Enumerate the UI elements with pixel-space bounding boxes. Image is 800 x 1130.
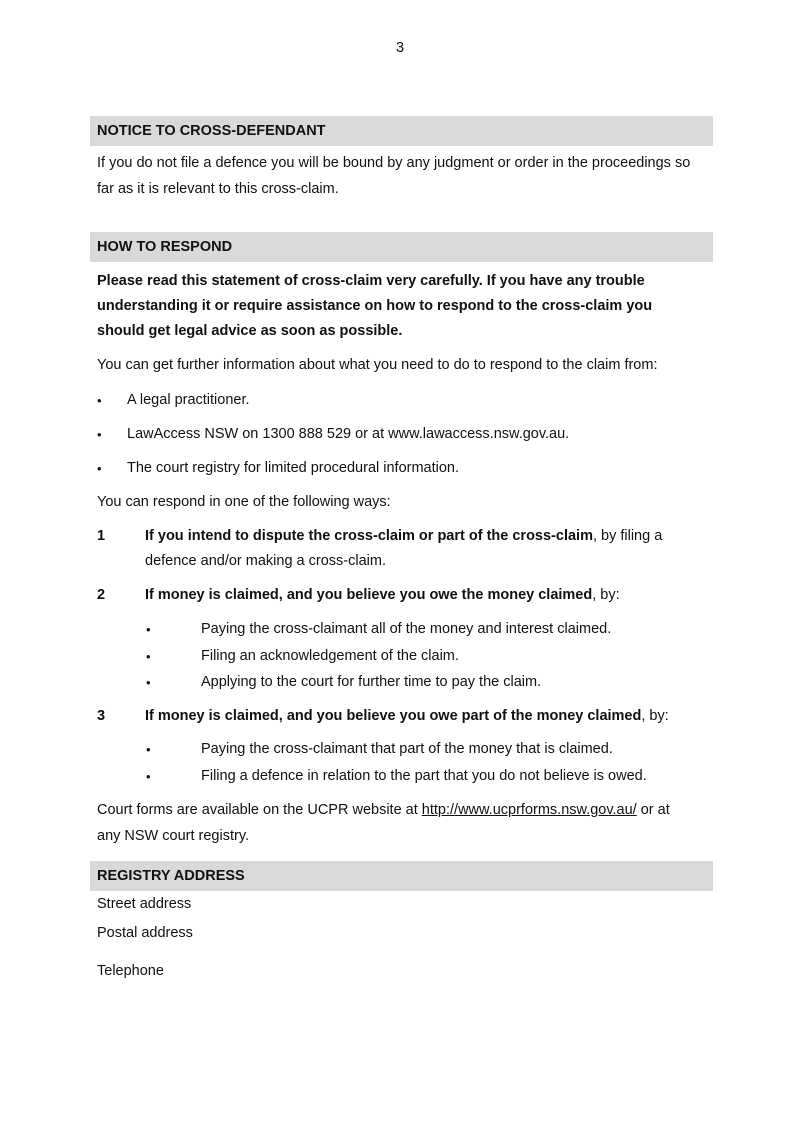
warning-line-1: Please read this statement of cross-claim very carefully. If you have any trouble	[97, 273, 645, 289]
source-item: A legal practitioner.	[127, 392, 250, 408]
street-address-label: Street address	[97, 896, 192, 912]
option-2-item: Applying to the court for further time to pay the claim.	[201, 674, 542, 690]
bullet-dot: •	[97, 393, 102, 408]
option-1-line-1	[145, 528, 662, 544]
bullet-dot: •	[97, 427, 102, 442]
page-number: 3	[395, 40, 405, 56]
info-intro: You can get further information about what you need to do to respond to the claim from:	[97, 357, 658, 373]
ucpr-forms-link[interactable]: http://www.ucprforms.nsw.gov.au/	[421, 802, 637, 818]
option-1-bold: If you intend to dispute the cross-claim or part of the cross-claim	[145, 528, 593, 544]
warning-line-3: should get legal advice as soon as possible.	[97, 323, 403, 339]
registry-heading: REGISTRY ADDRESS	[90, 861, 713, 891]
option-2-item: Paying the cross-claimant all of the money and interest claimed.	[201, 621, 612, 637]
forms-text-after: or at	[636, 802, 670, 818]
forms-text: Court forms are available on the UCPR website at	[97, 802, 422, 818]
option-number: 1	[97, 528, 106, 544]
notice-body-line-2: far as it is relevant to this cross-claim.	[97, 181, 339, 197]
option-3-item: Filing a defence in relation to the part that you do not believe is owed.	[201, 768, 647, 784]
forms-line-2: any NSW court registry.	[97, 828, 250, 844]
option-number: 3	[97, 708, 106, 724]
warning-line-2: understanding it or require assistance on how to respond to the cross-claim you	[97, 298, 653, 314]
bullet-dot: •	[146, 649, 151, 664]
option-1-line-2: defence and/or making a cross-claim.	[145, 553, 386, 569]
option-2-rest: , by:	[592, 587, 620, 603]
option-3-line	[145, 708, 669, 724]
bullet-dot: •	[146, 675, 151, 690]
source-item: LawAccess NSW on 1300 888 529 or at www.lawaccess.nsw.gov.au.	[127, 426, 570, 442]
notice-heading: NOTICE TO CROSS-DEFENDANT	[90, 116, 713, 146]
option-1-rest: , by filing a	[592, 528, 663, 544]
respond-heading: HOW TO RESPOND	[90, 232, 713, 262]
option-2-item: Filing an acknowledgement of the claim.	[201, 648, 459, 664]
source-item: The court registry for limited procedural information.	[127, 460, 460, 476]
bullet-dot: •	[146, 742, 151, 757]
option-number: 2	[97, 587, 106, 603]
option-2-bold: If money is claimed, and you believe you owe the money claimed	[145, 587, 593, 603]
postal-address-label: Postal address	[97, 925, 193, 941]
forms-line-1	[97, 802, 670, 818]
notice-body-line-1: If you do not file a defence you will be bound by any judgment or order in the proceedings so	[97, 155, 691, 171]
telephone-label: Telephone	[97, 963, 164, 979]
option-2-line	[145, 587, 620, 603]
bullet-dot: •	[97, 461, 102, 476]
option-3-rest: , by:	[641, 708, 669, 724]
option-3-bold: If money is claimed, and you believe you owe part of the money claimed	[145, 708, 642, 724]
ways-intro: You can respond in one of the following ways:	[97, 494, 391, 510]
bullet-dot: •	[146, 622, 151, 637]
option-3-item: Paying the cross-claimant that part of the money that is claimed.	[201, 741, 613, 757]
bullet-dot: •	[146, 769, 151, 784]
